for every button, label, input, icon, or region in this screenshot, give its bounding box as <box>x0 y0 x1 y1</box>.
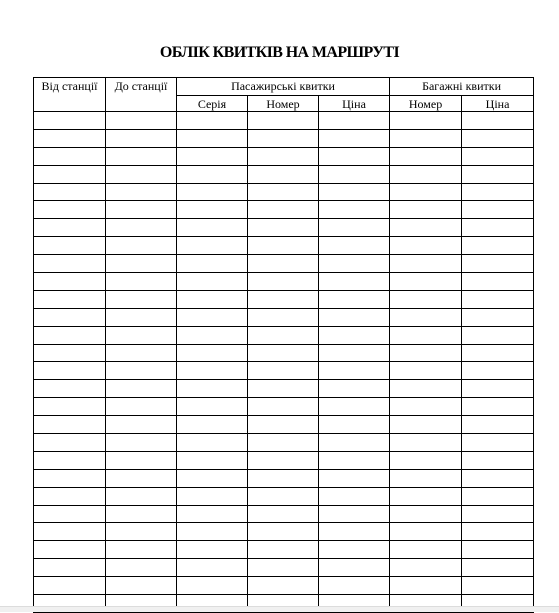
table-cell[interactable] <box>390 147 462 165</box>
table-cell[interactable] <box>462 290 534 308</box>
table-cell[interactable] <box>462 308 534 326</box>
table-row <box>34 559 534 577</box>
table-cell[interactable] <box>34 487 106 505</box>
subheader-baggage-price: Ціна <box>462 96 534 112</box>
table-cell[interactable] <box>248 505 319 523</box>
table-cell[interactable] <box>462 165 534 183</box>
table-cell[interactable] <box>177 577 248 595</box>
table-cell[interactable] <box>248 487 319 505</box>
table-cell[interactable] <box>106 559 177 577</box>
table-cell[interactable] <box>34 201 106 219</box>
table-cell[interactable] <box>462 255 534 273</box>
subheader-passenger-number: Номер <box>248 96 319 112</box>
table-cell[interactable] <box>390 505 462 523</box>
document-title: ОБЛІК КВИТКІВ НА МАРШРУТІ <box>159 44 400 61</box>
table-cell[interactable] <box>177 255 248 273</box>
table-cell[interactable] <box>390 112 462 130</box>
table-row <box>34 147 534 165</box>
table-row <box>34 380 534 398</box>
table-cell[interactable] <box>34 523 106 541</box>
table-cell[interactable] <box>462 559 534 577</box>
table-cell[interactable] <box>390 344 462 362</box>
table-cell[interactable] <box>390 273 462 291</box>
table-cell[interactable] <box>319 165 390 183</box>
table-cell[interactable] <box>106 344 177 362</box>
table-cell[interactable] <box>390 237 462 255</box>
table-row <box>34 469 534 487</box>
table-cell[interactable] <box>34 380 106 398</box>
table-cell[interactable] <box>177 326 248 344</box>
table-row <box>34 201 534 219</box>
table-cell[interactable] <box>462 183 534 201</box>
table-cell[interactable] <box>177 201 248 219</box>
table-cell[interactable] <box>106 505 177 523</box>
table-cell[interactable] <box>390 469 462 487</box>
table-row <box>34 434 534 452</box>
table-cell[interactable] <box>177 273 248 291</box>
table-row <box>34 416 534 434</box>
table-cell[interactable] <box>390 523 462 541</box>
table-cell[interactable] <box>248 273 319 291</box>
table-cell[interactable] <box>390 398 462 416</box>
table-cell[interactable] <box>34 362 106 380</box>
table-cell[interactable] <box>319 434 390 452</box>
table-cell[interactable] <box>106 183 177 201</box>
table-cell[interactable] <box>177 559 248 577</box>
table-cell[interactable] <box>390 183 462 201</box>
table-cell[interactable] <box>34 505 106 523</box>
table-row <box>34 362 534 380</box>
table-cell[interactable] <box>319 147 390 165</box>
table-row <box>34 290 534 308</box>
table-cell[interactable] <box>462 362 534 380</box>
table-cell[interactable] <box>177 219 248 237</box>
table-row <box>34 308 534 326</box>
table-cell[interactable] <box>34 112 106 130</box>
table-row <box>34 505 534 523</box>
table-cell[interactable] <box>462 434 534 452</box>
table-cell[interactable] <box>34 147 106 165</box>
table-cell[interactable] <box>319 112 390 130</box>
table-cell[interactable] <box>106 201 177 219</box>
table-cell[interactable] <box>248 237 319 255</box>
table-row <box>34 129 534 147</box>
table-cell[interactable] <box>106 380 177 398</box>
table-cell[interactable] <box>177 416 248 434</box>
table-cell[interactable] <box>319 308 390 326</box>
table-row <box>34 165 534 183</box>
table-row <box>34 273 534 291</box>
table-cell[interactable] <box>248 541 319 559</box>
table-cell[interactable] <box>462 523 534 541</box>
table-cell[interactable] <box>319 398 390 416</box>
table-row <box>34 219 534 237</box>
table-cell[interactable] <box>462 541 534 559</box>
table-cell[interactable] <box>177 183 248 201</box>
table-cell[interactable] <box>34 398 106 416</box>
table-cell[interactable] <box>248 451 319 469</box>
table-cell[interactable] <box>248 129 319 147</box>
table-cell[interactable] <box>319 237 390 255</box>
header-passenger-tickets: Пасажирські квитки <box>177 78 390 96</box>
table-cell[interactable] <box>177 523 248 541</box>
table-cell[interactable] <box>177 112 248 130</box>
table-cell[interactable] <box>177 505 248 523</box>
table-cell[interactable] <box>462 344 534 362</box>
ticket-log-table <box>33 77 534 613</box>
table-cell[interactable] <box>390 219 462 237</box>
table-cell[interactable] <box>106 237 177 255</box>
table-cell[interactable] <box>462 129 534 147</box>
table-cell[interactable] <box>106 219 177 237</box>
table-cell[interactable] <box>390 165 462 183</box>
table-cell[interactable] <box>177 469 248 487</box>
table-cell[interactable] <box>106 273 177 291</box>
header-from-station: Від станції <box>34 78 106 112</box>
table-row <box>34 344 534 362</box>
table-row <box>34 255 534 273</box>
table-cell[interactable] <box>462 219 534 237</box>
subheader-passenger-price: Ціна <box>319 96 390 112</box>
table-cell[interactable] <box>106 326 177 344</box>
table-cell[interactable] <box>34 559 106 577</box>
table-cell[interactable] <box>248 183 319 201</box>
table-cell[interactable] <box>319 541 390 559</box>
table-cell[interactable] <box>106 541 177 559</box>
table-cell[interactable] <box>390 487 462 505</box>
table-cell[interactable] <box>462 416 534 434</box>
table-cell[interactable] <box>177 434 248 452</box>
table-cell[interactable] <box>106 165 177 183</box>
table-cell[interactable] <box>106 434 177 452</box>
table-cell[interactable] <box>177 451 248 469</box>
table-cell[interactable] <box>248 577 319 595</box>
table-row <box>34 237 534 255</box>
table-cell[interactable] <box>390 326 462 344</box>
table-cell[interactable] <box>390 416 462 434</box>
table-cell[interactable] <box>106 308 177 326</box>
table-cell[interactable] <box>462 469 534 487</box>
table-cell[interactable] <box>34 273 106 291</box>
table-cell[interactable] <box>34 129 106 147</box>
table-cell[interactable] <box>319 290 390 308</box>
table-cell[interactable] <box>462 398 534 416</box>
table-cell[interactable] <box>390 129 462 147</box>
table-cell[interactable] <box>106 487 177 505</box>
table-cell[interactable] <box>177 147 248 165</box>
table-cell[interactable] <box>390 380 462 398</box>
table-cell[interactable] <box>248 398 319 416</box>
table-cell[interactable] <box>106 129 177 147</box>
table-cell[interactable] <box>319 380 390 398</box>
table-cell[interactable] <box>248 165 319 183</box>
table-cell[interactable] <box>319 201 390 219</box>
table-cell[interactable] <box>319 505 390 523</box>
table-row <box>34 112 534 130</box>
table-cell[interactable] <box>319 451 390 469</box>
table-cell[interactable] <box>106 255 177 273</box>
table-cell[interactable] <box>319 219 390 237</box>
table-cell[interactable] <box>177 129 248 147</box>
table-cell[interactable] <box>319 577 390 595</box>
table-cell[interactable] <box>106 451 177 469</box>
table-cell[interactable] <box>34 577 106 595</box>
header-row-main <box>34 78 534 96</box>
table-cell[interactable] <box>177 308 248 326</box>
table-row <box>34 541 534 559</box>
table-cell[interactable] <box>34 541 106 559</box>
table-cell[interactable] <box>34 237 106 255</box>
table-cell[interactable] <box>390 559 462 577</box>
table-cell[interactable] <box>106 290 177 308</box>
table-cell[interactable] <box>177 290 248 308</box>
table-cell[interactable] <box>106 577 177 595</box>
table-cell[interactable] <box>319 487 390 505</box>
subheader-baggage-number: Номер <box>390 96 462 112</box>
table-cell[interactable] <box>390 290 462 308</box>
table-cell[interactable] <box>462 237 534 255</box>
table-cell[interactable] <box>462 451 534 469</box>
table-cell[interactable] <box>177 487 248 505</box>
table-cell[interactable] <box>34 165 106 183</box>
table-cell[interactable] <box>34 434 106 452</box>
table-cell[interactable] <box>319 183 390 201</box>
table-cell[interactable] <box>462 326 534 344</box>
table-cell[interactable] <box>34 326 106 344</box>
table-cell[interactable] <box>248 290 319 308</box>
table-cell[interactable] <box>248 362 319 380</box>
table-cell[interactable] <box>248 469 319 487</box>
table-cell[interactable] <box>177 398 248 416</box>
table-cell[interactable] <box>319 273 390 291</box>
table-cell[interactable] <box>106 362 177 380</box>
table-cell[interactable] <box>248 326 319 344</box>
table-cell[interactable] <box>248 344 319 362</box>
table-cell[interactable] <box>34 308 106 326</box>
table-cell[interactable] <box>106 112 177 130</box>
table-cell[interactable] <box>248 416 319 434</box>
table-cell[interactable] <box>106 523 177 541</box>
table-cell[interactable] <box>177 165 248 183</box>
table-cell[interactable] <box>462 147 534 165</box>
table-cell[interactable] <box>106 469 177 487</box>
table-cell[interactable] <box>248 380 319 398</box>
subheader-passenger-series: Серія <box>177 96 248 112</box>
table-cell[interactable] <box>34 290 106 308</box>
table-cell[interactable] <box>319 255 390 273</box>
table-row <box>34 487 534 505</box>
table-row <box>34 523 534 541</box>
table-cell[interactable] <box>390 541 462 559</box>
table-cell[interactable] <box>390 434 462 452</box>
table-cell[interactable] <box>319 559 390 577</box>
table-cell[interactable] <box>319 362 390 380</box>
window-bottom-edge <box>0 606 559 612</box>
table-cell[interactable] <box>390 201 462 219</box>
table-cell[interactable] <box>106 416 177 434</box>
table-cell[interactable] <box>248 434 319 452</box>
table-cell[interactable] <box>462 112 534 130</box>
table-cell[interactable] <box>390 308 462 326</box>
table-cell[interactable] <box>248 559 319 577</box>
table-cell[interactable] <box>319 326 390 344</box>
header-baggage-tickets: Багажні квитки <box>390 78 534 96</box>
table-cell[interactable] <box>248 523 319 541</box>
table-row <box>34 577 534 595</box>
table-cell[interactable] <box>177 362 248 380</box>
table-cell[interactable] <box>319 469 390 487</box>
table-cell[interactable] <box>390 362 462 380</box>
table-cell[interactable] <box>319 523 390 541</box>
table-body <box>34 112 534 613</box>
table-cell[interactable] <box>106 398 177 416</box>
table-row <box>34 183 534 201</box>
table-row <box>34 326 534 344</box>
table-cell[interactable] <box>462 505 534 523</box>
table-cell[interactable] <box>462 487 534 505</box>
table-cell[interactable] <box>390 255 462 273</box>
table-cell[interactable] <box>177 541 248 559</box>
table-row <box>34 398 534 416</box>
table-cell[interactable] <box>390 577 462 595</box>
table-cell[interactable] <box>106 147 177 165</box>
table-cell[interactable] <box>319 344 390 362</box>
table-cell[interactable] <box>34 469 106 487</box>
table-cell[interactable] <box>34 183 106 201</box>
table-cell[interactable] <box>248 219 319 237</box>
table-cell[interactable] <box>34 344 106 362</box>
table-cell[interactable] <box>248 201 319 219</box>
table-cell[interactable] <box>34 219 106 237</box>
table-cell[interactable] <box>462 273 534 291</box>
table-cell[interactable] <box>34 416 106 434</box>
table-cell[interactable] <box>248 255 319 273</box>
table-cell[interactable] <box>390 451 462 469</box>
table-cell[interactable] <box>177 380 248 398</box>
table-cell[interactable] <box>319 129 390 147</box>
table-cell[interactable] <box>248 308 319 326</box>
table-cell[interactable] <box>462 577 534 595</box>
table-cell[interactable] <box>462 380 534 398</box>
table-cell[interactable] <box>34 451 106 469</box>
header-to-station: До станції <box>106 78 177 112</box>
table-cell[interactable] <box>248 112 319 130</box>
table-cell[interactable] <box>462 201 534 219</box>
table-cell[interactable] <box>177 237 248 255</box>
table-cell[interactable] <box>34 255 106 273</box>
table-row <box>34 451 534 469</box>
table-cell[interactable] <box>177 344 248 362</box>
table-cell[interactable] <box>319 416 390 434</box>
table-cell[interactable] <box>248 147 319 165</box>
